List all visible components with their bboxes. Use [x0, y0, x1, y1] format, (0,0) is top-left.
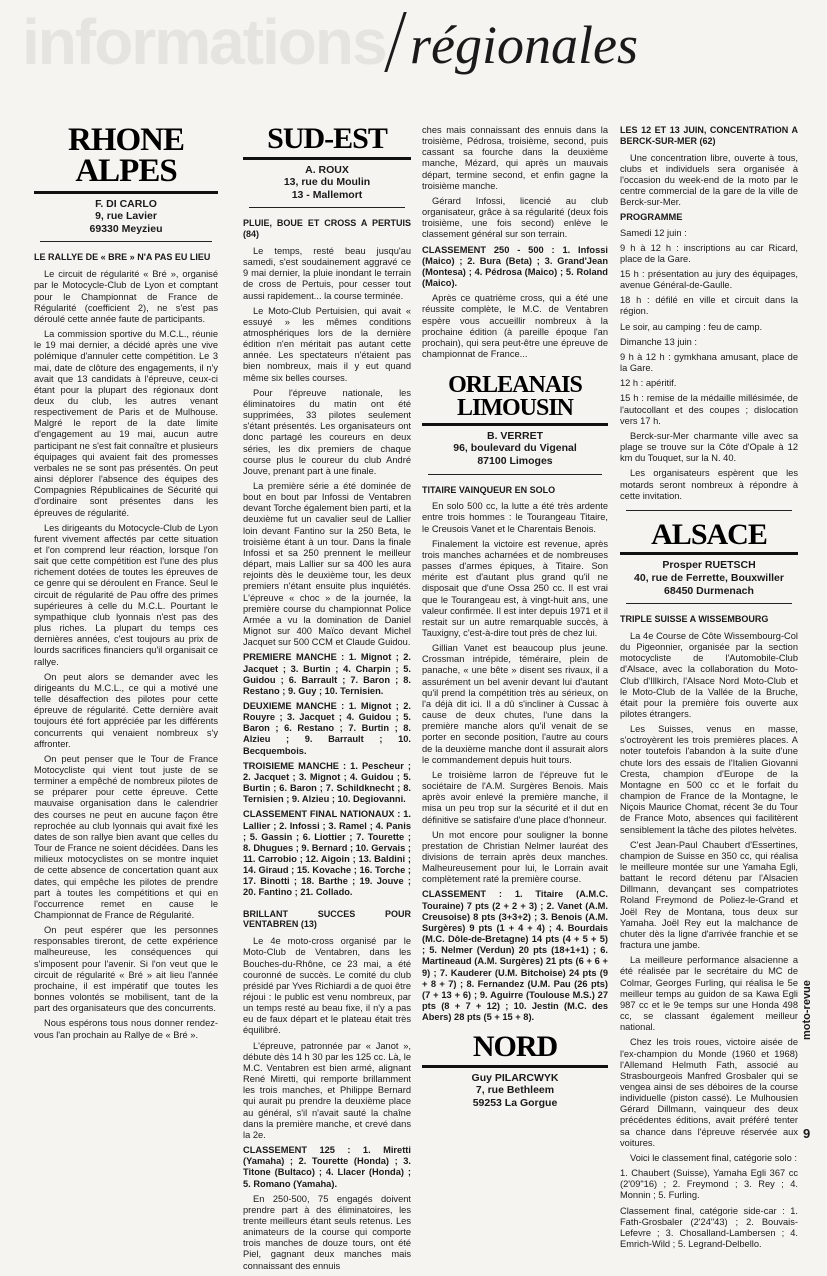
correspondent-address — [34, 198, 218, 236]
paragraph: 1. Chaubert (Suisse), Yamaha Egli 367 cc (2'09"16) ; 2. Freymond ; 3. Rey ; 4. Monnin ; 5. Furling. — [620, 1168, 798, 1201]
paragraph: Les dirigeants du Motocycle-Club de Lyon furent vivement affectés par cette situation et l'on comprend leur réaction, lorsque l'on sait que cette compétition est l'une des plus richement dotées de toutes les épreuves de ce genre qui se déroulent en France. Seul le circuit de régularité de Pau offre des primes supérieures à celle du M.C.L. Pourtant le sympathique club lyonnais n'est pas des plus riches. La plupart du temps ces dernières années, c'est toujours au prix de lourds sacrifices financiers qu'il organisait ce rallye. — [34, 522, 218, 667]
paragraph: On peut espérer que les personnes responsables tireront, de cette expérience malheureuse, les conséquences qui s'imposent pour l'avenir. Si l'on veut que le circuit de régularité « Bré » ait lieu l'année prochaine, il est impératif que toutes les bonnes volontés se mobilisent, tant de la part des organisateurs que des concurrents. — [34, 925, 218, 1014]
header-regionales: régionales — [410, 15, 638, 75]
program-line: 15 h : présentation au jury des équipages, avenue Général-de-Gaulle. — [620, 269, 798, 291]
paragraph: Nous espérons tous nous donner rendez-vous l'an prochain au Rallye de « Bré ». — [34, 1018, 218, 1040]
article-caption: TRIPLE SUISSE A WISSEMBOURG — [620, 614, 769, 625]
paragraph: Les Suisses, venus en masse, s'octroyèrent les trois premières places. A noter toutefois l'abandon à la suite d'une chute lors des essais de l'Italien Giovanni Cresta, champion d'Europe de la Montagne en 500 cc et le forfait du champion de France de la Montagne, le Niçois Maurice Chomat, récent 3e du Tour de France Moto, absences qui facilitèrent sensiblement la tâche des pilotes helvètes. — [620, 724, 798, 835]
paragraph: Pour l'épreuve nationale, les éliminatoires du matin ont été supprimées, 33 pilotes seulement s'étant présentés. Les organisateurs ont donc partagé les coureurs en deux séries, les dix premiers de chaque course plus le coureur du club André Jouve, prenant part à une finale. — [243, 387, 411, 476]
paragraph: Chez les trois roues, victoire aisée de l'ex-champion du Monde (1960 et 1968) l'Allemand Helmuth Fath, associé au Strasbourgeois Manfred Grosbaler qui se vengea ainsi de ses déboires de la course individuelle (piston cassé). Le Mulhousien Gérard Dillmann, vainqueur des deux précédentes éditions, avait préféré tenter sa chance dans l'épreuve réservée aux voitures. — [620, 1037, 798, 1148]
divider — [428, 474, 602, 475]
divider — [243, 157, 411, 160]
program-line: 9 h à 12 h : gymkhana amusant, place de la Gare. — [620, 351, 798, 374]
results-block: PREMIERE MANCHE : 1. Mignot ; 2. Jacquet ; 3. Burtin ; 4. Charpin ; 5. Guidou ; 6. Barrault ; 7. Baron ; 8. Restano ; 9. Guy ; 10. Ternisien. — [243, 652, 411, 696]
correspondent-name: Prosper RUETSCH — [662, 559, 756, 572]
correspondent-address — [422, 1072, 608, 1110]
paragraph: La commission sportive du M.C.L., réunie le 19 mai dernier, a décidé après une vive polémique d'annuler cette compétition. Le 3 mai, date de clôture des engagements, il n'y avait que 13 candidats à l'épreuve, ceux-ci étant pour la plupart des régionaux dont deux du club, les autres venant respectivement de Paris et de Mulhouse. Malgré le report de la date limite d'engagement au 19 mai, aucun autre participant ne s'est fait connaître et plusieurs équipages qui avaient fait des promesses verbales ne se sont pas présentés. On peut ainsi déplorer l'absence des équipes des Compagnies Républicaines de Sécurité qui d'ordinaire sont présentes dans les épreuves de régularité. — [34, 329, 218, 518]
divider — [40, 241, 212, 242]
divider — [422, 1065, 608, 1068]
program-line: 18 h : défilé en ville et circuit dans la région. — [620, 295, 798, 317]
paragraph: La première série a été dominée de bout en bout par Infossi de Ventabren devant Torche également bien parti, et la deuxième fut un cavalier seul de Lallier loin devant Fantino sur la 250 Beta, le troisième étant à un tour. Dans la finale Infossi et sa 250 prennent le meilleur départ, mais Lallier sur sa 400 les aura rejoints dès le deuxième tour, les deux premiers n'étant ensuite plus inquiétés. L'épreuve « choc » de la journée, la première course du championnat Police Armée a vu la domination de Daniel Mignot sur 400 Maïco devant Michel Jacquet sur 500 CCM et Claude Guidou. — [243, 481, 411, 648]
program-heading: PROGRAMME — [620, 212, 683, 223]
paragraph: Le circuit de régularité « Bré », organisé par le Motocycle-Club de Lyon et comptant pour le Championnat de France de Régularité (coefficient 2), ne s'est pas déroulé cette année faute de participants. — [34, 269, 218, 324]
results-block: CLASSEMENT 125 : 1. Miretti (Yamaha) ; 2. Tourette (Honda) ; 3. Titone (Bultaco) ; 4. Llacer (Honda) ; 5. Romano (Yamaha). — [243, 1145, 411, 1189]
results-block: DEUXIEME MANCHE : 1. Mignot ; 2. Rouyre ; 3. Jacquet ; 4. Guidou ; 5. Baron ; 6. Restano ; 7. Burtin ; 8. Alzieu ; 9. Barrault ; 10. Becquembois. — [243, 700, 411, 756]
paragraph: La 4e Course de Côte Wissembourg-Col du Pigeonnier, organisée par la section motocycliste de l'Automobile-Club d'Alsace, avec la collaboration du Moto-Club d'Illkirch, l'Alsace Nord Moto-Club et le Moto-Club de la Vallée de la Bruche, était pour la première fois ouverte aux pilotes étrangers. — [620, 630, 798, 719]
program-line: Dimanche 13 juin : — [620, 336, 697, 347]
column-orleanais-limousin — [422, 125, 608, 1116]
paragraph: En solo 500 cc, la lutte a été très ardente entre trois hommes : le Tourangeau Titaire, le Creusois Vanet et le Charentais Benois. — [422, 501, 608, 534]
program-line: 9 h à 12 h : inscriptions au car Ricard, place de la Gare. — [620, 242, 798, 264]
article-caption: PLUIE, BOUE ET CROSS A PERTUIS (84) — [243, 218, 411, 240]
paragraph: Le 4e moto-cross organisé par le Moto-Club de Ventabren, dans les Bouches-du-Rhône, ce 23 mai, a été couronné de succès. Le comité du club présidé par Yves Richiardi a de quoi être réjoui : le public est venu nombreux, par un temps resté au beau fixe, il n'y a pas eu de faux départ et le plateau était très équilibré. — [243, 936, 411, 1036]
column-sud-est — [243, 122, 411, 1276]
program-line: Le soir, au camping : feu de camp. — [620, 321, 763, 332]
divider — [34, 191, 218, 194]
paragraph: Gérard Infossi, licencié au club organisateur, grâce à sa régularité (deux fois troisième, une fois second) enlève le classement général sur son terrain. — [422, 195, 608, 240]
paragraph: Le troisième larron de l'épreuve fut le sociétaire de l'A.M. Surgères Benois. Mais après avoir enlevé la première manche, il misa un peu trop sur la sécurité et il dut en définitive se satisfaire d'une place d'honneur. — [422, 769, 608, 825]
address-line: 9, rue Lavier — [95, 210, 157, 223]
correspondent-address — [243, 164, 411, 202]
program-line: 15 h : remise de la médaille millésimée, de l'autocollant et des coupes ; dislocation vers 17 h. — [620, 393, 798, 426]
address-line: 69330 Meyzieu — [89, 222, 163, 235]
paragraph: Un mot encore pour souligner la bonne prestation de Christian Nelmer lauréat des divisions de terrain après deux manches. Malheureusement pour lui, le Lorrain avait complètement raté la première course. — [422, 829, 608, 885]
page-number: 9 — [803, 1126, 811, 1141]
paragraph: Finalement la victoire est revenue, après trois manches acharnées et de nombreuses passes d'armes épiques, à Titaire. Son mérite est d'autant plus grand qu'il ne disposait que d'une Ossa 250 cc. Il est vrai que le Tourangeau est, à vingt-huit ans, une valeur confirmée. Il est inter depuis 1971 et il restait sur un autre remarquable succès, à Tauxigny, c'est-à-dire tout près de chez lui. — [422, 538, 608, 639]
paragraph: On peut penser que le Tour de France Motocycliste qui vient tout juste de se terminer a empêché de nombreux pilotes de se préparer pour cette épreuve. Cette mauvaise organisation dans le calendrier des courses ne peut en aucune façon être reprochée au club lyonnais qui avait fixé les dates de son rallye bien avant que celles du Tour de France ne soient décidées. Dans les milieux motocyclistes on se montre inquiet de cette absence de concertation quant aux dates, qui empêche les pilotes de prendre part à toutes les compétitions et qui en l'occurrence remet en cause le Championnat de France de Régularité. — [34, 753, 218, 921]
paragraph: En 250-500, 75 engagés doivent prendre part à des éliminatoires, les trente meilleurs étant seuls retenus. Les animateurs de la course qui comporte trois manches de douze tours, ont été Piel, gagnant deux manches mais connaissant des ennuis — [243, 1193, 411, 1271]
divider — [620, 552, 798, 555]
results-block: TROISIEME MANCHE : 1. Pescheur ; 2. Jacquet ; 3. Mignot ; 4. Guidou ; 5. Burtin ; 6. Baron ; 7. Schildknecht ; 8. Ternisien ; 9. Alzieu ; 10. Degiovanni. — [243, 760, 411, 805]
address-line: 87100 Limoges — [477, 454, 553, 467]
region-title: SUD-EST — [267, 122, 387, 155]
column-alsace — [620, 125, 798, 1254]
paragraph: C'est Jean-Paul Chaubert d'Essertines, champion de Suisse en 350 cc, qui réalisa le meilleure montée sur une Yamaha Egli, battant le record détenu par l'Alsacien Dillmann, devançant ses compatriotes Roland Freymond de Poliez-le-Grand et Joël Rey de Montana, tous deux sur Yamaha. Joël Rey eut la malchance de chuter dès la ligne d'arrivée franchie et se fractura une jambe. — [620, 839, 798, 951]
address-line: 68450 Durmenach — [664, 584, 754, 597]
region-title: ORLEANAIS LIMOUSIN — [448, 372, 582, 421]
paragraph: ches mais connaissant des ennuis dans la troisième, Pédrosa, troisième, second, puis cassant sa fourche dans la deuxième manche, Mézard, qui après un mauvais départ, termine second, et enfin gagne la troisième manche. — [422, 125, 608, 191]
address-line: 59253 La Gorgue — [472, 1097, 558, 1110]
paragraph: L'épreuve, patronnée par « Janot », débute dès 14 h 30 par les 125 cc. Là, le M.C. Ventabren est bien armé, alignant René Miretti, qui remporte brillamment les trois manches, et Philippe Bernard qui aurait pu prendre la deuxième place au général, s'il n'avait sauté la chaîne dans la première manche, et crevé dans la 2e. — [243, 1040, 411, 1140]
paragraph: Berck-sur-Mer charmante ville avec sa plage se trouve sur la Côte d'Opale à 12 km du Touquet, sur la N. 40. — [620, 430, 798, 464]
paragraph: La meilleure performance alsacienne a été réalisée par le secrétaire du MC de Colmar, Georges Furling, qui réalisa le 5e meilleur temps au guidon de sa Kawa Egli 987 cc et le 9e temps sur une Honda 498 cc, se classant également meilleur national. — [620, 955, 798, 1033]
address-line: 13, rue du Moulin — [283, 176, 371, 189]
address-line: 40, rue de Ferrette, Bouxwiller — [634, 571, 784, 584]
divider — [626, 510, 792, 511]
divider — [626, 603, 792, 604]
correspondent-address — [422, 430, 608, 468]
article-caption: TITAIRE VAINQUEUR EN SOLO — [422, 484, 556, 495]
header-informations: informations — [22, 6, 386, 78]
program-line: 12 h : apéritif. — [620, 378, 677, 389]
divider — [249, 207, 405, 208]
paragraph: Les organisateurs espèrent que les motards seront nombreux à répondre à cette invitation. — [620, 468, 798, 501]
address-line: 13 - Mallemort — [291, 188, 363, 201]
correspondent-name: F. DI CARLO — [95, 197, 157, 210]
section-header — [22, 6, 812, 112]
results-block: CLASSEMENT : 1. Titaire (A.M.C. Touraine) 7 pts (2 + 2 + 3) ; 2. Vanet (A.M. Creusoise) 8 pts (3+3+2) ; 3. Benois (A.M. Surgères) 9 pts (1 + 4 + 4) ; 4. Bourdais (M.C. Dôle-de-Bretagne) 14 pts (4 + 5 + 5) ; 5. Nelmer (Verdun) 20 pts (18+1+1) ; 6. Martineaud (A.M. Surgères) 21 pts (6 + 6 + 9) ; 7. Kauderer (U.M. Bitchoise) 24 pts (9 + 8 + 7) ; 8. Fernandez (U.M. Pau (26 pts) (7 + 13 + 6) ; 9. Aguirre (Toulouse M.S.) 27 pts (8 + 7 + 12) ; 10. Jestin (M.C. des Abers) 28 pts (5 + 15 + 8). — [422, 889, 608, 1023]
paragraph: Après ce quatrième cross, qui a été une réussite complète, le M.C. de Ventabren espère vous accueillir nombreux à la prochaine édition (à pareille époque l'an prochain), qui sera peut-être une épreuve de championnat de France... — [422, 293, 608, 359]
paragraph: On peut alors se demander avec les dirigeants du M.C.L., ce qui a motivé une telle désaffection des pilotes pour cette épreuve de régularité. Cette dernière avait toujours été fort appréciée par les différents concurrents qui venaient nombreux s'y affronter. — [34, 671, 218, 749]
correspondent-name: B. VERRET — [486, 429, 543, 442]
article-caption: LE RALLYE DE « BRE » N'A PAS EU LIEU — [34, 252, 211, 263]
correspondent-name: Guy PILARCWYK — [471, 1071, 559, 1084]
address-line: 96, boulevard du Vigenal — [453, 442, 577, 455]
paragraph: Classement final, catégorie side-car : 1. Fath-Grosbaler (2'24"43) ; 2. Bouvais-Lefevre ; 3. Chosalland-Lambersen ; 4. Emrich-Wild ; 5. Legrand-Delbello. — [620, 1205, 798, 1250]
address-line: 7, rue Bethleem — [475, 1084, 555, 1097]
paragraph: Le temps, resté beau jusqu'au samedi, s'est soudainement aggravé ce 9 mai dernier, la pluie inondant le terrain de cross de Pertuis, pour cesser tout aussi rapidement... la course terminée. — [243, 245, 411, 301]
paragraph: Une concentration libre, ouverte à tous, clubs et individuels sera organisée à l'occasion du week-end de la moto par le centre commercial de la gare de la ville de Berck-sur-Mer. — [620, 152, 798, 208]
paragraph: Voici le classement final, catégorie solo : — [630, 1152, 797, 1163]
region-title: ALSACE — [651, 517, 767, 551]
program-line: Samedi 12 juin : — [620, 227, 687, 238]
divider — [422, 423, 608, 426]
article-caption: LES 12 ET 13 JUIN, CONCENTRATION A BERCK-SUR-MER (62) — [620, 125, 798, 146]
region-title: NORD — [472, 1030, 558, 1064]
region-title: RHONE ALPES — [67, 122, 184, 190]
results-block: CLASSEMENT 250 - 500 : 1. Infossi (Maico) ; 2. Bura (Beta) ; 3. Grand'Jean (Montesa) ; 4. Pédrosa (Maico) ; 5. Roland (Maico). — [422, 244, 608, 289]
paragraph: Gillian Vanet est beaucoup plus jeune. Crossman intrépide, téméraire, plein de panache, « une bête » disent ses rivaux, il a assurément un bel avenir devant lui d'autant qu'il prend la compétition très au sérieux, on l'a déjà dit ici. Il a dû s'incliner à Cussac à cause de deux chutes, l'une dans la première manche alors qu'il venait de se porter en seconde position, l'autre au cours de la deuxième manche dont il assurait alors le commandement depuis huit tours. — [422, 643, 608, 765]
correspondent-address — [620, 559, 798, 597]
header-slash — [384, 12, 406, 72]
article-caption: BRILLANT SUCCES POUR VENTABREN (13) — [243, 908, 411, 930]
magazine-name: moto-revue — [801, 980, 813, 1040]
column-rhone-alpes — [34, 122, 218, 1045]
paragraph: Le Moto-Club Pertuisien, qui avait « essuyé » les mêmes conditions atmosphériques lors de la dernière édition n'en méritait pas autant cette année. Les spectateurs n'étaient pas bien nombreux, mais il y eut quand même six belles courses. — [243, 305, 411, 383]
results-block: CLASSEMENT FINAL NATIONAUX : 1. Lallier ; 2. Infossi ; 3. Ramel ; 4. Panis ; 5. Gassin ; 6. Liottier ; 7. Tourette ; 8. Dhugues ; 9. Bernard ; 10. Gervais ; 11. Carrobio ; 12. Aigoin ; 13. Baldini ; 14. Giraud ; 15. Kovache ; 16. Torche ; 17. Binotti ; 18. Barthe ; 19. Jouve ; 20. Fantino ; 21. Collado. — [243, 809, 411, 898]
correspondent-name: A. ROUX — [305, 163, 349, 176]
